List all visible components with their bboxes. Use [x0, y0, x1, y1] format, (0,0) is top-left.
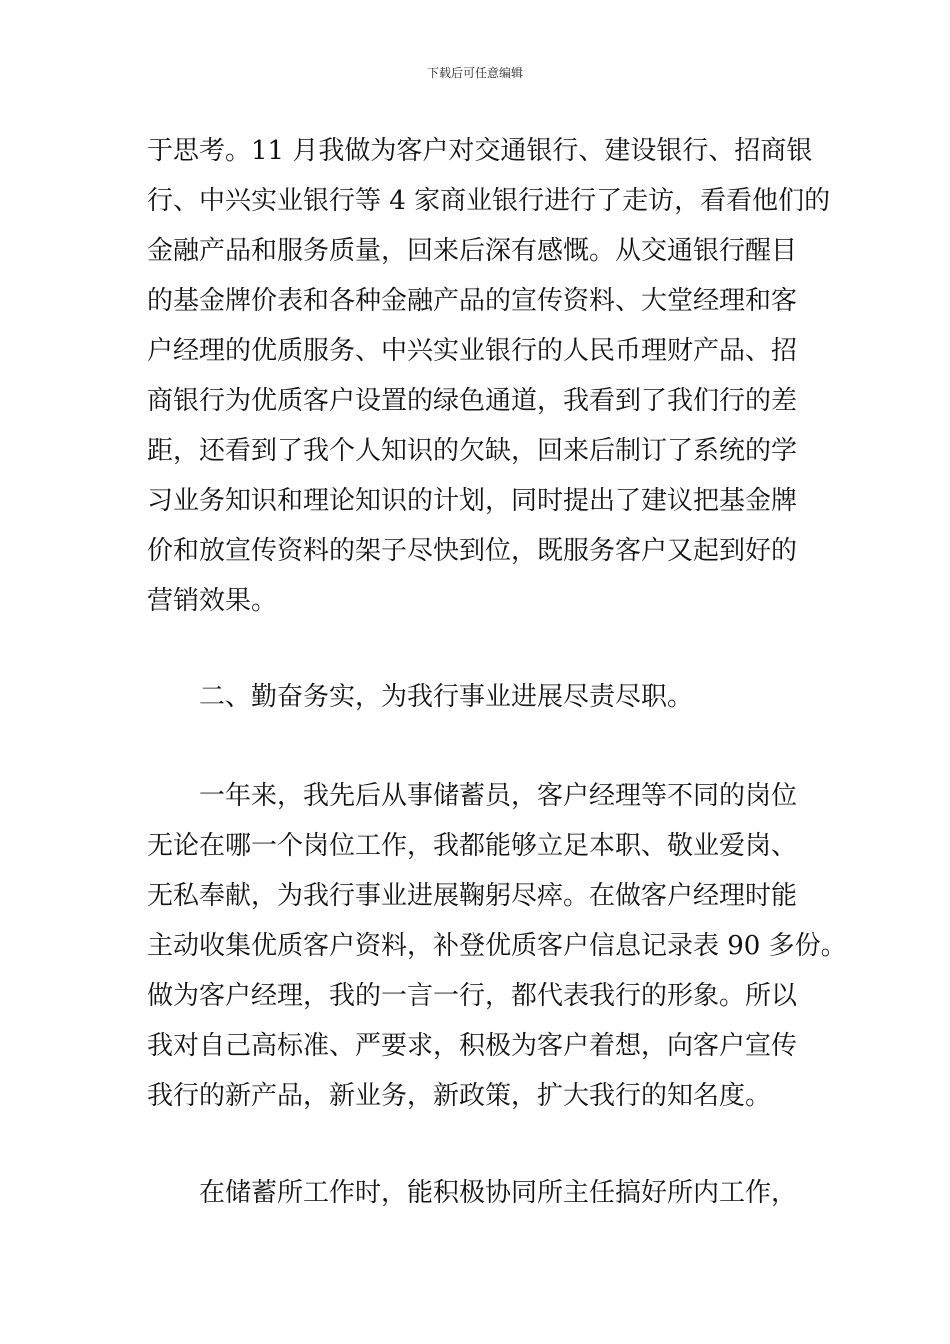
text-line: 我行的新产品，新业务，新政策，扩大我行的知名度。 — [147, 1081, 772, 1111]
paragraph-continuation — [147, 126, 831, 626]
text-line: 距，还看到了我个人知识的欠缺，回来后制订了系统的学 — [147, 436, 798, 466]
text-line: 我对自己高标准、严要求，积极为客户着想，向客户宣传 — [147, 1031, 798, 1061]
text-line: 无私奉献，为我行事业进展鞠躬尽瘁。在做客户经理时能 — [147, 881, 798, 911]
page-header: 下载后可任意编辑 — [426, 66, 523, 80]
section-heading — [147, 672, 812, 722]
text-line: 商银行为优质客户设置的绿色通道，我看到了我们行的差 — [147, 386, 798, 416]
text-line: 在储蓄所工作时，能积极协同所主任搞好所内工作， — [199, 1178, 798, 1208]
text-line: 价和放宣传资料的架子尽快到位，既服务客户又起到好的 — [147, 536, 798, 566]
paragraph — [147, 771, 847, 1121]
text-line: 于思考。11 月我做为客户对交通银行、建设银行、招商银 — [147, 136, 813, 166]
text-line: 做为客户经理，我的一言一行，都代表我行的形象。所以 — [147, 981, 798, 1011]
text-line: 的基金牌价表和各种金融产品的宣传资料、大堂经理和客 — [147, 286, 798, 316]
text-line: 主动收集优质客户资料，补登优质客户信息记录表 90 多份。 — [147, 931, 847, 961]
text-line: 营销效果。 — [147, 586, 278, 616]
section-heading-text: 二、勤奋务实，为我行事业进展尽责尽职。 — [199, 682, 694, 712]
paragraph — [147, 1168, 812, 1218]
text-line: 习业务知识和理论知识的计划，同时提出了建议把基金牌 — [147, 486, 798, 516]
text-line: 行、中兴实业银行等 4 家商业银行进行了走访，看看他们的 — [147, 186, 831, 216]
text-line: 一年来，我先后从事储蓄员，客户经理等不同的岗位 — [199, 781, 798, 811]
text-line: 无论在哪一个岗位工作，我都能够立足本职、敬业爱岗、 — [147, 831, 798, 861]
text-line: 户经理的优质服务、中兴实业银行的人民币理财产品、招 — [147, 336, 798, 366]
text-line: 金融产品和服务质量，回来后深有感慨。从交通银行醒目 — [147, 236, 798, 266]
